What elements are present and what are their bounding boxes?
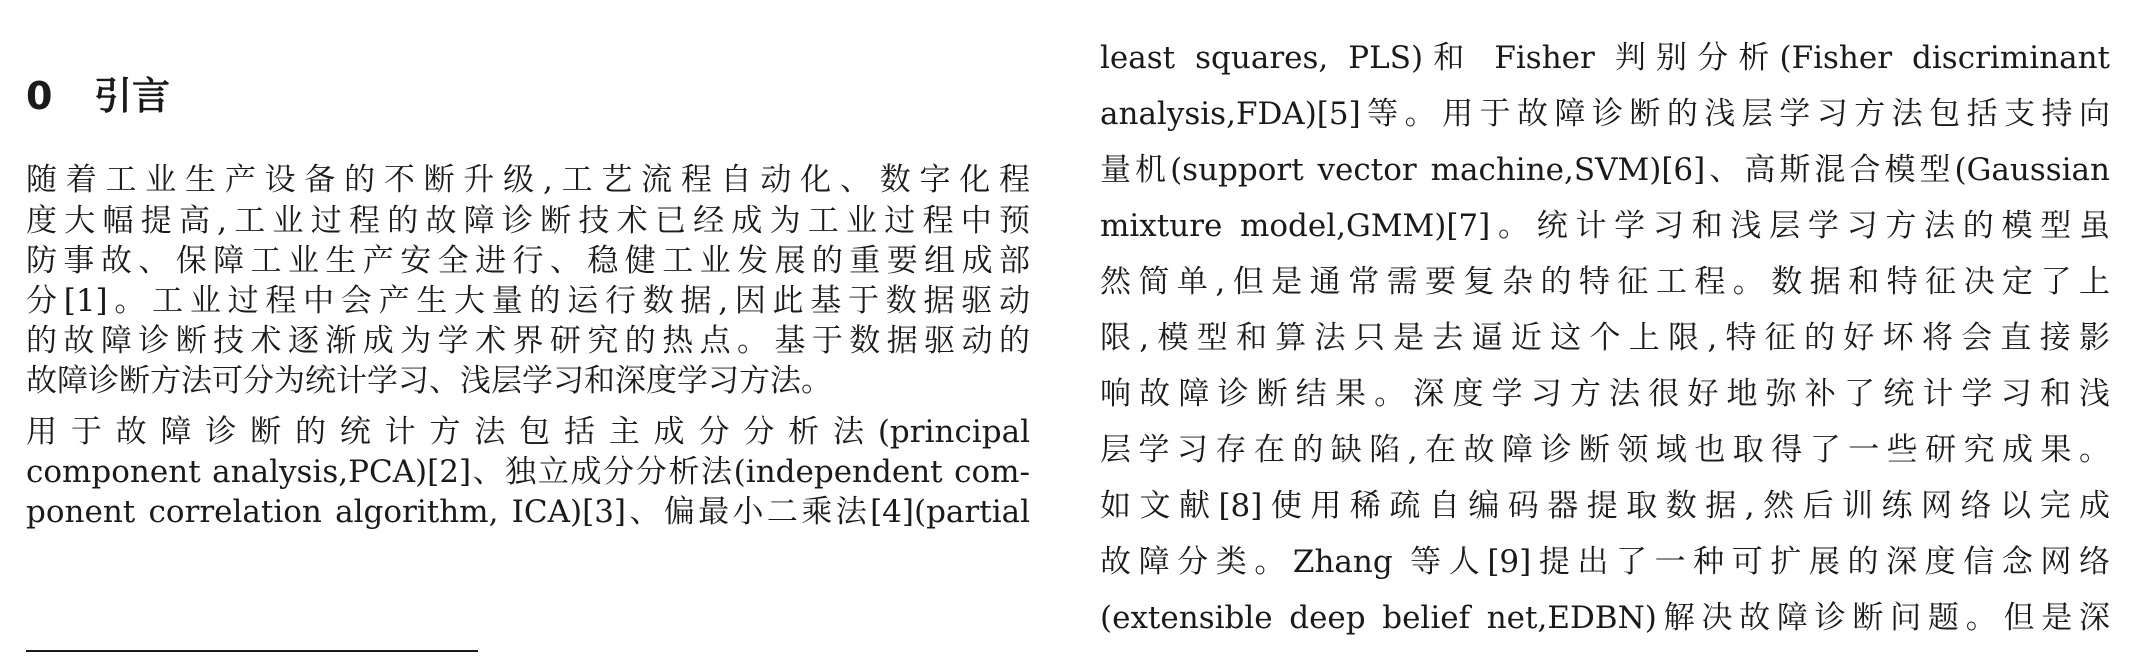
- paragraph-line: 响故障诊断结果。深度学习方法很好地弥补了统计学习和浅: [1100, 376, 2110, 412]
- section-number: 0: [26, 74, 53, 118]
- paragraph-line: 用于故障诊断的统计方法包括主成分分析法(principal: [26, 414, 1030, 450]
- paragraph-line: 故障诊断方法可分为统计学习、浅层学习和深度学习方法。: [26, 363, 832, 399]
- paragraph-line: 随着工业生产设备的不断升级,工艺流程自动化、数字化程: [26, 162, 1030, 198]
- paragraph-line: 度大幅提高,工业过程的故障诊断技术已经成为工业过程中预: [26, 203, 1030, 239]
- paragraph-line: (extensible deep belief net,EDBN)解决故障诊断问题。但是深: [1100, 600, 2110, 636]
- section-title: 引言: [94, 74, 171, 118]
- paragraph-line: 分[1]。工业过程中会产生大量的运行数据,因此基于数据驱动: [26, 283, 1030, 319]
- footnote-divider: [26, 650, 478, 652]
- section-heading: [26, 72, 170, 120]
- paragraph-line: 故障分类。Zhang 等人[9]提出了一种可扩展的深度信念网络: [1100, 544, 2110, 580]
- paragraph-line: 的故障诊断技术逐渐成为学术界研究的热点。基于数据驱动的: [26, 323, 1030, 359]
- paragraph-line: 然简单,但是通常需要复杂的特征工程。数据和特征决定了上: [1100, 264, 2110, 300]
- paragraph-line: 量机(support vector machine,SVM)[6]、高斯混合模型(Gaussian: [1100, 152, 2110, 188]
- paragraph-line: mixture model,GMM)[7]。统计学习和浅层学习方法的模型虽: [1100, 208, 2110, 244]
- paragraph-line: 防事故、保障工业生产安全进行、稳健工业发展的重要组成部: [26, 243, 1030, 279]
- paragraph-line: 层学习存在的缺陷,在故障诊断领域也取得了一些研究成果。: [1100, 432, 2110, 468]
- paragraph-line: least squares, PLS)和 Fisher 判别分析(Fisher discriminant: [1100, 40, 2110, 76]
- paragraph-line: component analysis,PCA)[2]、独立成分分析法(independent com-: [26, 454, 1030, 490]
- paragraph-line: ponent correlation algorithm, ICA)[3]、偏最小二乘法[4](partial: [26, 494, 1030, 530]
- paragraph-line: 限,模型和算法只是去逼近这个上限,特征的好坏将会直接影: [1100, 320, 2110, 356]
- paragraph-line: 如文献[8]使用稀疏自编码器提取数据,然后训练网络以完成: [1100, 488, 2110, 524]
- paragraph-line: analysis,FDA)[5]等。用于故障诊断的浅层学习方法包括支持向: [1100, 96, 2110, 132]
